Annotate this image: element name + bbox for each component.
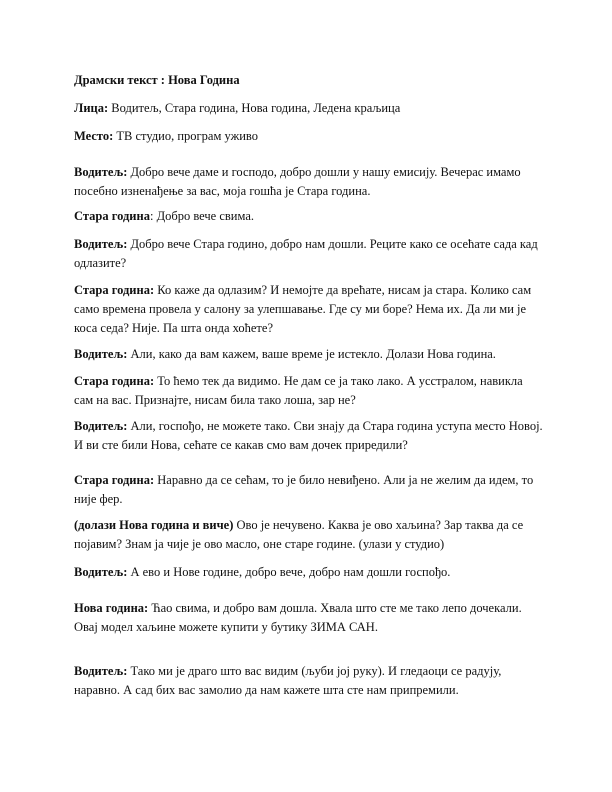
dialogue-paragraph [74,345,544,364]
speaker-name: Водитељ: [74,565,128,579]
dialogue-paragraph [74,163,544,201]
speaker-name: Водитељ: [74,347,128,361]
place-label: Место: [74,129,114,143]
dialogue-text: А ево и Нове године, добро вече, добро нам дошли госпођо. [127,565,451,579]
place-line [74,127,544,146]
dialogue-paragraph [74,281,544,338]
dialogue-paragraph [74,417,544,455]
dialogue-paragraph [74,563,544,582]
dialogue-text: Али, како да вам кажем, ваше време је истекло. Долази Нова година. [127,347,496,361]
dialogue-text: Добро вече даме и господо, добро дошли у нашу емисију. Вечерас имамо посебно изненађење за вас, моја гошћа је Стара година. [74,165,521,198]
speaker-name: Водитељ: [74,165,128,179]
dialogue-text: Тако ми је драго што вас видим (љуби јој руку). И гледаоци се радују, наравно. А сад бих вас замолио да нам кажете шта сте нам припремили. [74,664,502,697]
speaker-name: Водитељ: [74,237,128,251]
dialogue-text: Добро вече Стара годино, добро нам дошли. Реците како се осећате сада кад одлазите? [74,237,538,270]
dialogue-text: Ово је нечувено. Каква је ово хаљина? Зар таква да се појавим? Знам ја чије је ово масло, оне старе године. (улази у студио) [74,518,524,551]
document-title: Драмски текст : Нова Година [74,73,240,87]
persons-line [74,99,544,118]
persons-label: Лица: [74,101,109,115]
dialogue-text: : Добро вече свима. [149,209,254,223]
dialogue-paragraph [74,599,544,637]
dialogue-text: Ћао свима, и добро вам дошла. Хвала што сте ме тако лепо дочекали. Овај модел хаљине можете купити у бутику ЗИМА САН. [74,601,522,634]
speaker-name: Стара година: [74,374,155,388]
speaker-name: Стара година: [74,283,155,297]
dialogue-paragraph [74,516,544,554]
dialogue-text: Ко каже да одлазим? И немојте да врећате, нисам ја стара. Колико сам само времена провела у салону за улепшавање. Где су ми боре? Нема их. Да ли ми је коса седа? Није. Па шта онда хоћете? [74,283,532,335]
dialogue-text: Наравно да се сећам, то је било невиђено. Али ја не желим да идем, то није фер. [74,473,534,506]
dialogue-paragraph [74,662,544,700]
persons-text: Водитељ, Стара година, Нова година, Ледена краљица [108,101,401,115]
speaker-name: Водитељ: [74,419,128,433]
dialogue-text: То ћемо тек да видимо. Не дам се ја тако лако. А усстралом, навикла сам на вас. Признајте, нисам била тако лоша, зар не? [74,374,523,407]
dialogue-paragraph [74,235,544,273]
speaker-name: Нова година: [74,601,149,615]
dialogue-paragraph [74,372,544,410]
speaker-name: Водитељ: [74,664,128,678]
place-text: ТВ студио, програм уживо [113,129,258,143]
dialogue-paragraph [74,207,544,226]
dialogue-text: Али, госпођо, не можете тако. Сви знају да Стара година уступа место Новој. И ви сте били Нова, сећате се какав смо вам дочек приредили? [74,419,543,452]
speaker-name: (долази Нова година и виче) [74,518,234,532]
dialogue-paragraph [74,471,544,509]
speaker-name: Стара година [74,209,150,223]
speaker-name: Стара година: [74,473,155,487]
